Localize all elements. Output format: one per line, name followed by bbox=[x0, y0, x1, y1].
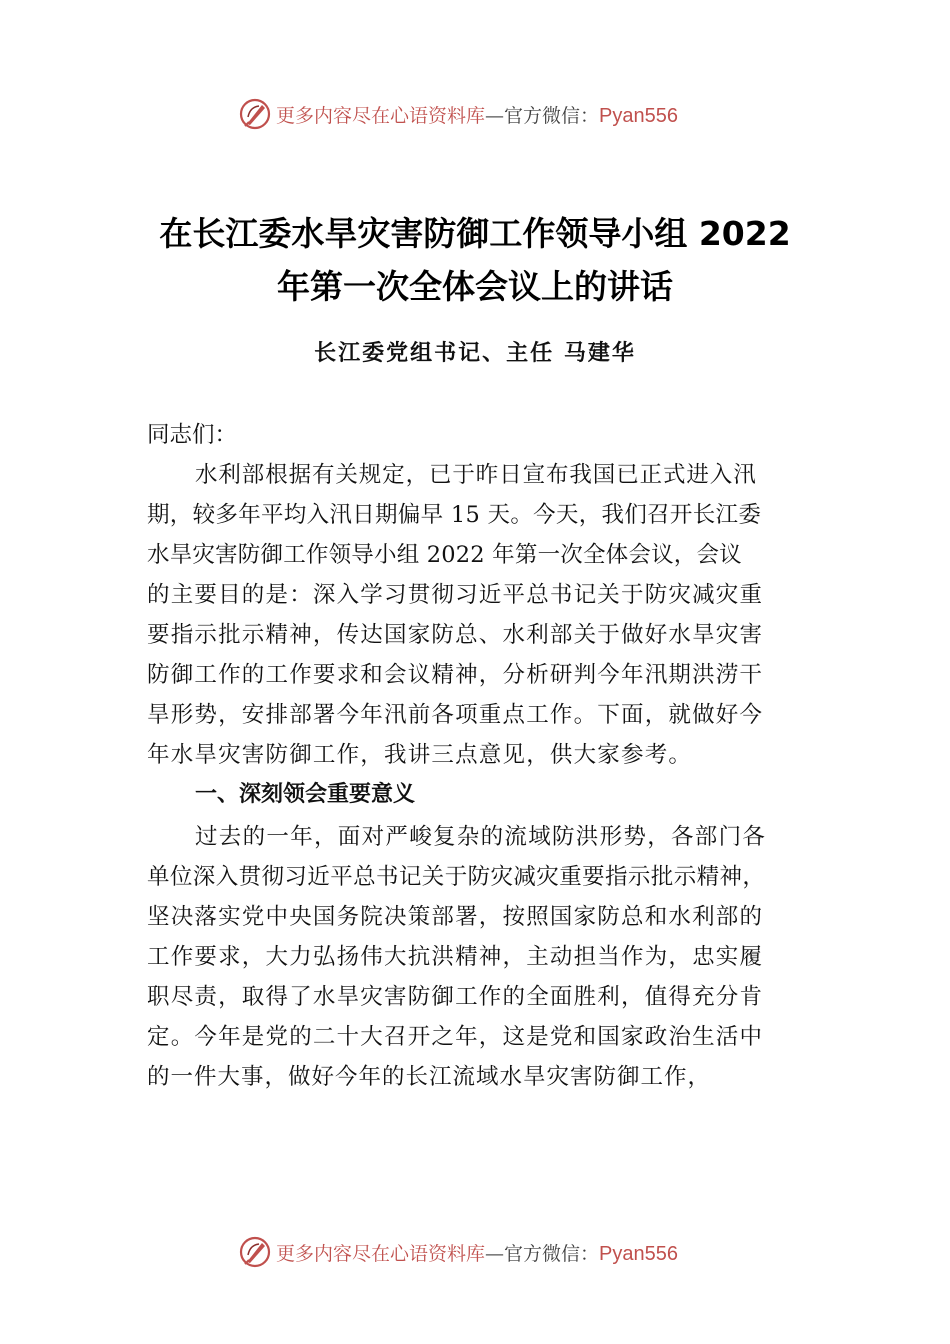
banner-prefix: 更多内容尽在心语资料库 bbox=[276, 1242, 486, 1265]
banner-dash: — bbox=[485, 104, 505, 127]
paragraph-2-line-5: 职尽责，取得了水旱灾害防御工作的全面胜利，值得充分肯 bbox=[147, 984, 764, 1010]
paragraph-2-line-1: 过去的一年，面对严峻复杂的流域防洪形势，各部门各 bbox=[195, 824, 767, 850]
paragraph-2-line-7: 的一件大事，做好今年的长江流域水旱灾害防御工作， bbox=[147, 1064, 712, 1090]
banner-wechat-label: 官方微信： bbox=[504, 104, 600, 127]
quill-pen-logo-icon bbox=[238, 97, 272, 131]
footer-banner bbox=[238, 1234, 758, 1270]
banner-wechat-id: Pyan556 bbox=[599, 104, 678, 127]
banner-wechat-id: Pyan556 bbox=[599, 1242, 678, 1265]
banner-dash: — bbox=[485, 1242, 505, 1265]
paragraph-1-line-8: 年水旱灾害防御工作，我讲三点意见，供大家参考。 bbox=[147, 742, 693, 768]
paragraph-2-line-6: 定。今年是党的二十大召开之年，这是党和国家政治生活中 bbox=[147, 1024, 764, 1050]
document-title-line-1: 在长江委水旱灾害防御工作领导小组 2022 bbox=[159, 214, 791, 253]
document-title-line-2: 年第一次全体会议上的讲话 bbox=[277, 267, 673, 306]
paragraph-1-line-2: 期，较多年平均入汛日期偏早 15 天。今天，我们召开长江委 bbox=[147, 502, 762, 528]
paragraph-1-line-1: 水利部根据有关规定，已于昨日宣布我国已正式进入汛 bbox=[195, 462, 757, 488]
salutation: 同志们： bbox=[147, 422, 238, 448]
banner-wechat-label: 官方微信： bbox=[504, 1242, 600, 1265]
paragraph-1-line-3: 水旱灾害防御工作领导小组 2022 年第一次全体会议，会议 bbox=[147, 542, 742, 568]
quill-pen-logo-icon bbox=[238, 1235, 272, 1269]
header-banner bbox=[238, 96, 758, 132]
paragraph-1-line-4: 的主要目的是：深入学习贯彻习近平总书记关于防灾减灾重 bbox=[147, 582, 764, 608]
paragraph-1-line-7: 旱形势，安排部署今年汛前各项重点工作。下面，就做好今 bbox=[147, 702, 764, 728]
paragraph-2-line-3: 坚决落实党中央国务院决策部署，按照国家防总和水利部的 bbox=[147, 904, 764, 930]
paragraph-2-line-2: 单位深入贯彻习近平总书记关于防灾减灾重要指示批示精神， bbox=[147, 864, 766, 890]
banner-prefix: 更多内容尽在心语资料库 bbox=[276, 104, 486, 127]
banner-text bbox=[276, 101, 678, 128]
paragraph-1-line-5: 要指示批示精神，传达国家防总、水利部关于做好水旱灾害 bbox=[147, 622, 764, 648]
paragraph-2-line-4: 工作要求，大力弘扬伟大抗洪精神，主动担当作为，忠实履 bbox=[147, 944, 764, 970]
paragraph-1-line-6: 防御工作的工作要求和会议精神，分析研判今年汛期洪涝干 bbox=[147, 662, 764, 688]
banner-text bbox=[276, 1239, 678, 1266]
document-byline: 长江委党组书记、主任 马建华 bbox=[314, 340, 636, 366]
section-1-heading: 一、深刻领会重要意义 bbox=[195, 782, 416, 807]
